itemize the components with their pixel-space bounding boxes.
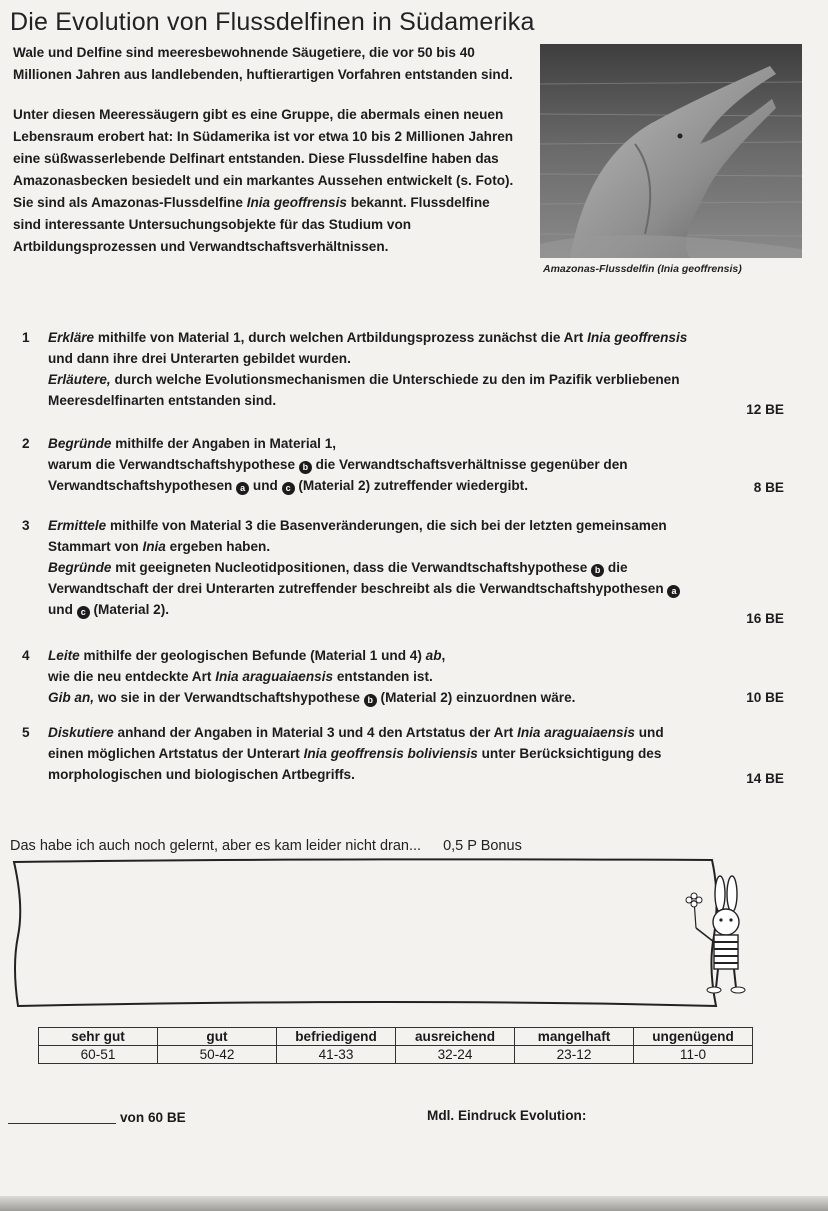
range-cell: 32-24 (396, 1046, 515, 1064)
hypothesis-b-marker: b (364, 694, 377, 707)
river-dolphin-image (540, 44, 802, 258)
hypothesis-a-marker: a (236, 482, 249, 495)
grade-label-row (39, 1028, 753, 1046)
task-points: 16 BE (746, 611, 784, 626)
intro-paragraph-1: Wale und Delfine sind meeresbewohnende Säugetiere, die vor 50 bis 40 Millionen Jahren aus landlebenden, huftierartigen Vorfahren entstanden sind. (13, 45, 513, 82)
task-4: 4 Leite mithilfe der geologischen Befunde (Material 1 und 4) ab, wie die neu entdeckte Art Inia araguaiaensis entstanden ist. Gib an, wo sie in der Verwandtschaftshypothese b (Material 2) einzuordnen wäre. 10 BE (22, 645, 792, 715)
grade-range-row (39, 1046, 753, 1064)
bonus-points: 0,5 P Bonus (443, 838, 522, 854)
bonus-prompt: Das habe ich auch noch gelernt, aber es kam leider nicht dran... 0,5 P Bonus (10, 838, 522, 854)
task-2: 2 Begründe mithilfe der Angaben in Material 1, warum die Verwandtschaftshypothese b die Verwandtschaftsverhältnisse gegenüber den Verwandtschaftshypothesen a und c (Material 2) zutreffender wiedergibt. 8 BE (22, 433, 792, 503)
grade-cell: ungenügend (634, 1028, 753, 1046)
intro-paragraph-2: Unter diesen Meeressäugern gibt es eine Gruppe, die abermals einen neuen Lebensraum erobert hat: In Südamerika ist vor etwa 10 bis 2 Millionen Jahren eine süßwasserlebende Delfinart entstanden. Diese Flussdelfine haben das Amazonasbecken besiedelt und ein markantes Aussehen entwickelt (s. Foto). Sie sind als Amazonas-Flussdelfine Inia geoffrensis bekannt. Flussdelfine sind interessante Untersuchungsobjekte für das Studium von Artbildungsprozessen und Verwandtschaftsverhältnissen. (13, 107, 514, 254)
task-points: 8 BE (753, 480, 784, 495)
hypothesis-c-marker: c (77, 606, 90, 619)
score-blank[interactable] (8, 1123, 116, 1124)
score-field: von 60 BE (8, 1110, 186, 1125)
photo-caption: Amazonas-Flussdelfin (Inia geoffrensis) (543, 263, 742, 275)
page-title: Die Evolution von Flussdelfinen in Südamerika (10, 8, 535, 36)
rabbit-illustration (686, 876, 745, 993)
range-cell: 50-42 (158, 1046, 277, 1064)
grade-cell: mangelhaft (515, 1028, 634, 1046)
task-number: 2 (22, 436, 30, 451)
task-5: 5 Diskutiere anhand der Angaben in Material 3 und 4 den Artstatus der Art Inia araguaiaensis und einen möglichen Artstatus der Unterart Inia geoffrensis boliviensis unter Berücksichtigung des morphologischen und biologischen Artbegriffs. 14 BE (22, 722, 792, 792)
grade-cell: sehr gut (39, 1028, 158, 1046)
task-number: 1 (22, 330, 30, 345)
range-cell: 60-51 (39, 1046, 158, 1064)
range-cell: 23-12 (515, 1046, 634, 1064)
task-points: 12 BE (746, 402, 784, 417)
task-number: 3 (22, 518, 30, 533)
task-points: 10 BE (746, 690, 784, 705)
hypothesis-c-marker: c (282, 482, 295, 495)
oral-impression-label: Mdl. Eindruck Evolution: (427, 1108, 587, 1123)
species-name: Inia geoffrensis (246, 195, 347, 210)
hypothesis-b-marker: b (591, 564, 604, 577)
dolphin-photo (540, 44, 802, 258)
page-edge-shadow (0, 1196, 828, 1211)
range-cell: 11-0 (634, 1046, 753, 1064)
hypothesis-b-marker: b (299, 461, 312, 474)
task-number: 5 (22, 725, 30, 740)
task-3: 3 Ermittele mithilfe von Material 3 die Basenveränderungen, die sich bei der letzten gemeinsamen Stammart von Inia ergeben haben. Begründe mit geeigneten Nucleotidpositionen, dass die Verwandtschaftshypothese b die Verwandtschaft der drei Unterarten zutreffender beschreibt als die Verwandtschaftshypothesen a und c (Material 2). 16 BE (22, 515, 792, 627)
task-number: 4 (22, 648, 30, 663)
hypothesis-a-marker: a (667, 585, 680, 598)
grade-table (38, 1027, 753, 1064)
task-points: 14 BE (746, 771, 784, 786)
grade-cell: ausreichend (396, 1028, 515, 1046)
bonus-answer-box[interactable] (8, 856, 808, 1016)
grade-cell: gut (158, 1028, 277, 1046)
task-1: 1 Erkläre mithilfe von Material 1, durch welchen Artbildungsprozess zunächst die Art Inia geoffrensis und dann ihre drei Unterarten gebildet wurden. Erläutere, durch welche Evolutionsmechanismen die Unterschiede zu den im Pazifik verbliebenen Meeresdelfinarten entstanden sind. 12 BE (22, 327, 792, 417)
range-cell: 41-33 (277, 1046, 396, 1064)
grade-cell: befriedigend (277, 1028, 396, 1046)
